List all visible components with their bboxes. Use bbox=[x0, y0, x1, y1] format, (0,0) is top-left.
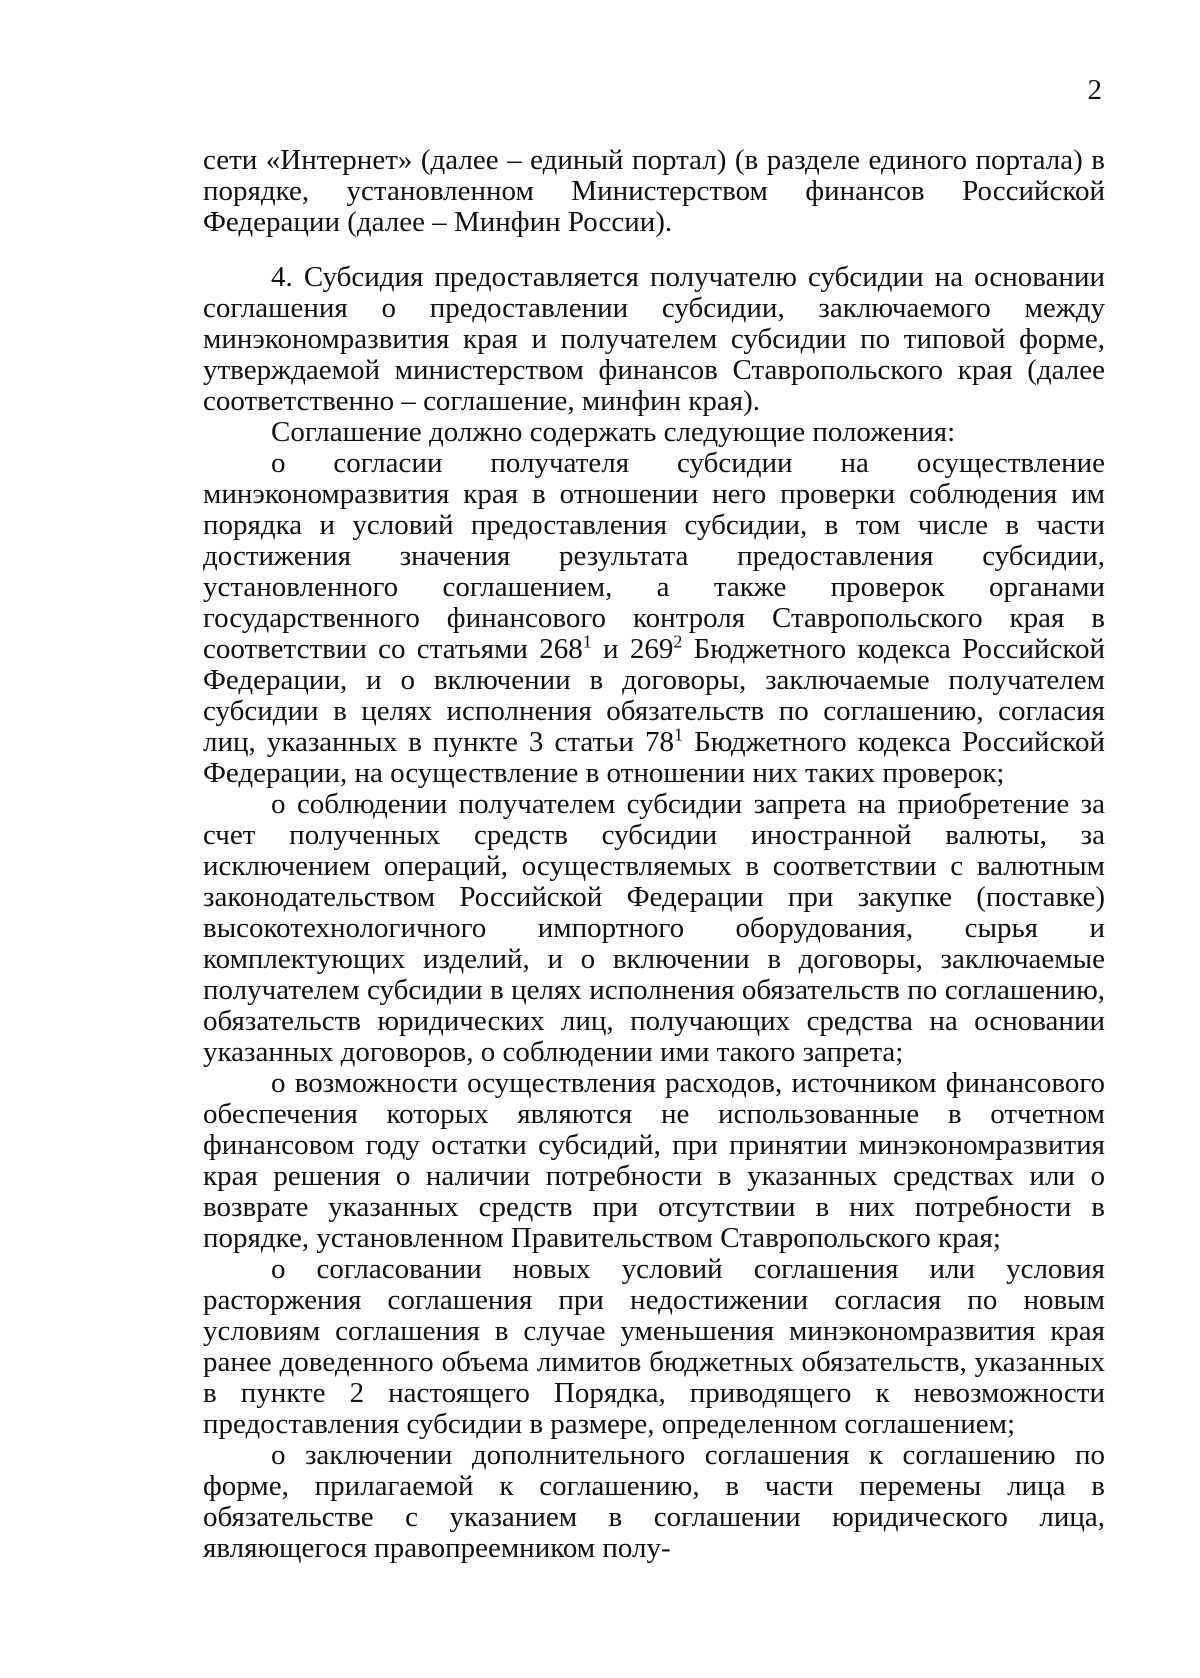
page-number: 2 bbox=[1087, 74, 1102, 106]
paragraph-additional-agreement: о заключении дополнительного соглашения к соглашению по форме, прилагаемой к соглашению, в части перемены лица в обязательстве с указанием в соглашении юридического лица, являющегося правопреемником полу- bbox=[203, 1439, 1105, 1564]
paragraph-item-4: 4. Субсидия предоставляется получателю субсидии на основании соглашения о предоставлении субсидии, заключаемого между минэкономразвития края и получателем субсидии по типовой форме, утверждаемой министерством финансов Ставропольского края (далее соответственно – соглашение, минфин края). bbox=[203, 261, 1105, 417]
paragraph-currency-ban: о соблюдении получателем субсидии запрета на приобретение за счет полученных средств субсидии иностранной валюты, за исключением операций, осуществляемых в соответствии с валютным законодательством Российской Федерации при закупке (поставке) высокотехнологичного импортного оборудования, сырья и комплектующих изделий, и о включении в договоры, заключаемые получателем субсидии в целях исполнения обязательств по соглашению, обязательств юридических лиц, получающих средства на основании указанных договоров, о соблюдении ими такого запрета; bbox=[203, 788, 1105, 1068]
superscript-1: 1 bbox=[582, 631, 592, 652]
paragraph-continuation: сети «Интернет» (далее – единый портал) (в разделе единого портала) в порядке, установленном Министерством финансов Российской Федерации (далее – Минфин России). bbox=[203, 144, 1105, 238]
paragraph-agreement-intro: Соглашение должно содержать следующие положения: bbox=[271, 416, 956, 448]
consent-text-part-d: Бюджетного кодекса Российской Федерации, на осуществление в отношении них таких проверок; bbox=[203, 726, 1106, 789]
paragraph-new-conditions: о согласовании новых условий соглашения или условия расторжения соглашения при недостижении согласия по новым условиям соглашения в случае уменьшения минэкономразвития края ранее доведенного объема лимитов бюджетных обязательств, указанных в пункте 2 настоящего Порядка, приводящего к невозможности предоставления субсидии в размере, определенном соглашением; bbox=[203, 1253, 1105, 1440]
consent-text-part-c: Бюджетного кодекса Российской Федерации, и о включении в договоры, заключаемые получателем субсидии в целях исполнения обязательств по соглашению, согласия лиц, указанных в пункте 3 статьи 78 bbox=[203, 633, 1105, 758]
superscript-2: 2 bbox=[673, 631, 683, 652]
document-body bbox=[203, 145, 1105, 1564]
superscript-3: 1 bbox=[674, 724, 683, 745]
consent-text-part-a: о согласии получателя субсидии на осуществление минэкономразвития края в отношении него проверки соблюдения им порядка и условий предоставления субсидии, в том числе в части достижения значения результата предоставления субсидии, установленного соглашением, а также проверок органами государственного финансового контроля Ставропольского края в соответствии со статьями 268 bbox=[203, 447, 1105, 665]
paragraph-consent-inspections bbox=[203, 448, 1105, 789]
consent-text-part-b: и 269 bbox=[591, 633, 674, 665]
paragraph-unused-balances: о возможности осуществления расходов, источником финансового обеспечения которых являются не использованные в отчетном финансовом году остатки субсидий, при принятии минэкономразвития края решения о наличии потребности в указанных средствах или о возврате указанных средств при отсутствии в них потребности в порядке, установленном Правительством Ставропольского края; bbox=[203, 1067, 1105, 1254]
